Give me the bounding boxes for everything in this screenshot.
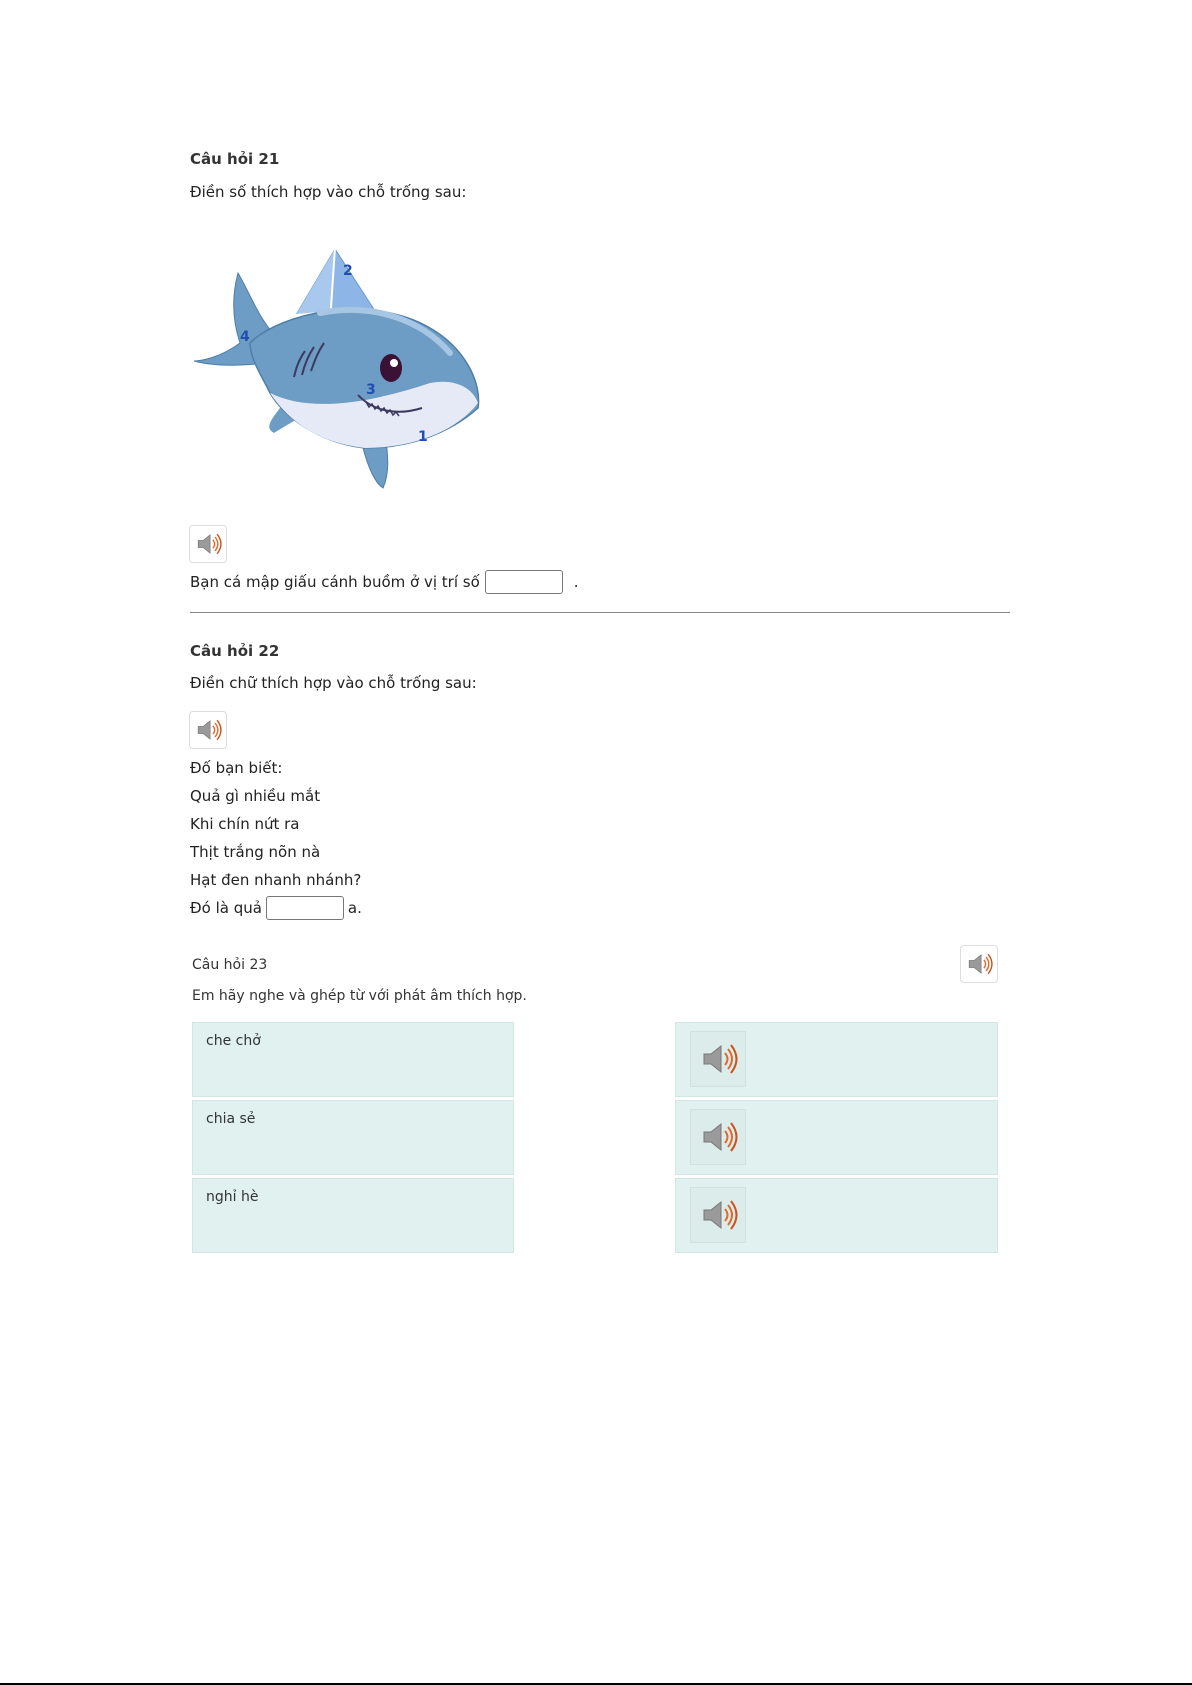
question-22-instruction: Điền chữ thích hợp vào chỗ trống sau: bbox=[190, 674, 477, 692]
match-audio-cell[interactable] bbox=[675, 1178, 998, 1253]
audio-play-button[interactable] bbox=[690, 1187, 746, 1243]
label-4: 4 bbox=[240, 329, 250, 345]
speaker-icon bbox=[698, 1117, 738, 1157]
match-word-cell[interactable] bbox=[192, 1178, 514, 1253]
answer-input-q21[interactable] bbox=[485, 570, 563, 594]
riddle-line: Hạt đen nhanh nhánh? bbox=[190, 871, 362, 889]
match-word-cell[interactable] bbox=[192, 1022, 514, 1097]
match-word-label: che chở bbox=[206, 1033, 261, 1049]
question-21-instruction: Điền số thích hợp vào chỗ trống sau: bbox=[190, 183, 467, 201]
match-word-cell[interactable] bbox=[192, 1100, 514, 1175]
speaker-icon bbox=[965, 950, 993, 978]
answer-input-q22[interactable] bbox=[266, 896, 344, 920]
match-audio-cell[interactable] bbox=[675, 1022, 998, 1097]
question-22-title: Câu hỏi 22 bbox=[190, 642, 280, 660]
answer-prefix: Đó là quả bbox=[190, 899, 262, 917]
label-1: 1 bbox=[418, 429, 428, 445]
shark-illustration bbox=[190, 243, 490, 493]
audio-play-button[interactable] bbox=[690, 1109, 746, 1165]
question-23-instruction: Em hãy nghe và ghép từ với phát âm thích hợp. bbox=[192, 988, 527, 1004]
speaker-button-q23[interactable] bbox=[960, 945, 998, 983]
riddle-line: Thịt trắng nõn nà bbox=[190, 843, 321, 861]
speaker-button-q22[interactable] bbox=[189, 711, 227, 749]
match-audio-cell[interactable] bbox=[675, 1100, 998, 1175]
speaker-icon bbox=[194, 716, 222, 744]
speaker-icon bbox=[698, 1039, 738, 1079]
speaker-button-q21[interactable] bbox=[189, 525, 227, 563]
label-3: 3 bbox=[366, 382, 376, 398]
section-divider bbox=[190, 612, 1010, 613]
riddle-line: Quả gì nhiều mắt bbox=[190, 787, 321, 805]
label-2: 2 bbox=[343, 263, 353, 279]
match-word-label: chia sẻ bbox=[206, 1111, 256, 1127]
speaker-icon bbox=[194, 530, 222, 558]
riddle-block bbox=[190, 754, 362, 922]
answer-suffix: a. bbox=[347, 899, 362, 917]
question-21-period: . bbox=[573, 573, 579, 591]
riddle-line: Khi chín nứt ra bbox=[190, 815, 300, 833]
question-21-title: Câu hỏi 21 bbox=[190, 150, 280, 168]
match-word-label: nghỉ hè bbox=[206, 1189, 259, 1205]
question-23-title: Câu hỏi 23 bbox=[192, 957, 268, 973]
audio-play-button[interactable] bbox=[690, 1031, 746, 1087]
question-21-text: Bạn cá mập giấu cánh buồm ở vị trí số bbox=[190, 573, 480, 591]
speaker-icon bbox=[698, 1195, 738, 1235]
riddle-line: Đố bạn biết: bbox=[190, 759, 283, 777]
